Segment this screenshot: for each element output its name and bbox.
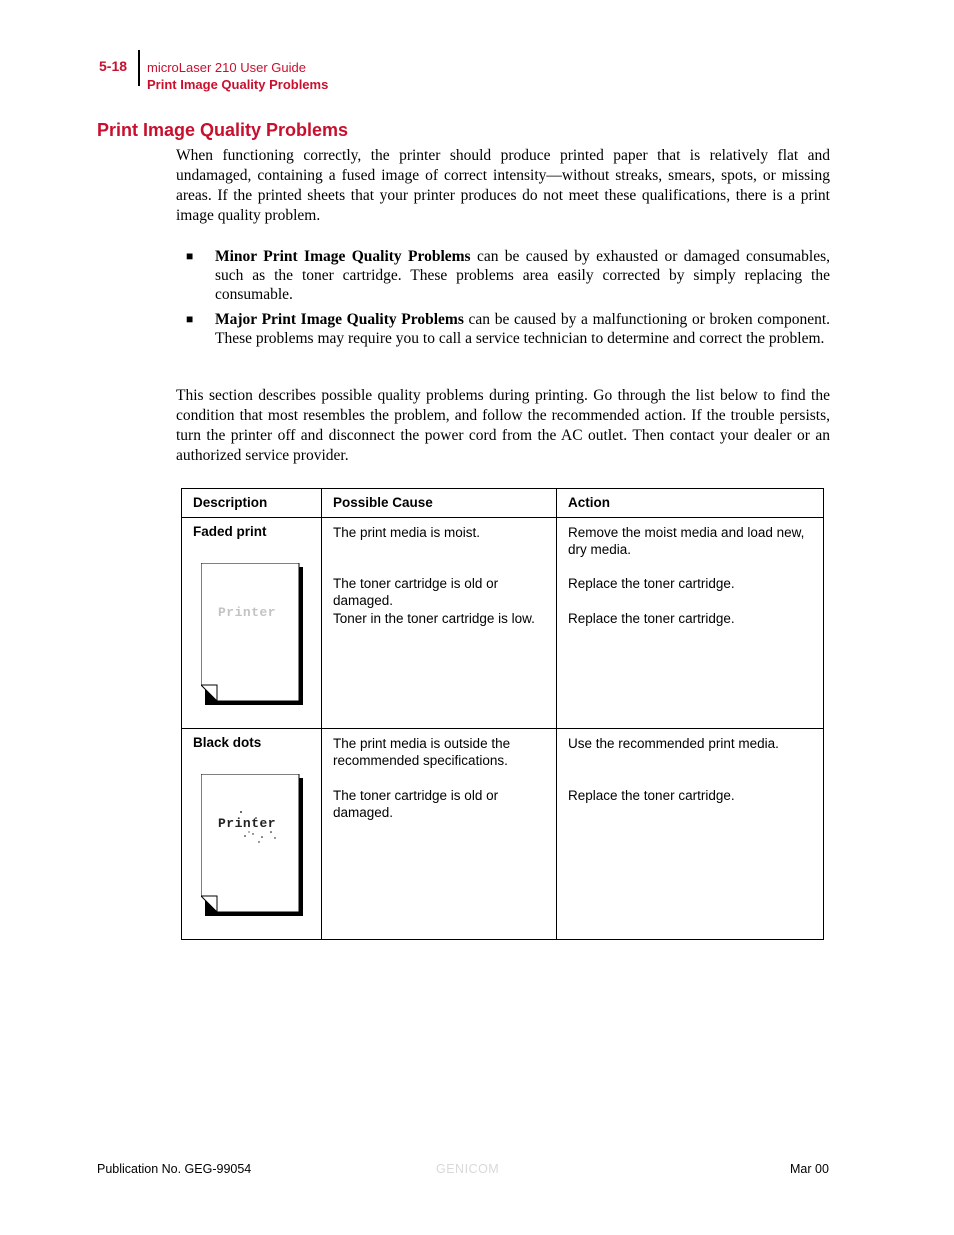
- col-header-cause: Possible Cause: [322, 489, 557, 518]
- problem-name: Black dots: [193, 735, 262, 750]
- cause-text: The print media is moist.: [333, 525, 481, 540]
- action-cell: [557, 518, 824, 729]
- bullet-text: can be caused by exhausted or damaged consumables, such as the toner cartridge. These problems area easily corrected by simply replacing the consumable.: [215, 248, 830, 303]
- description-cell: [182, 518, 322, 729]
- faded-print-sample-icon: [201, 563, 301, 705]
- doc-title: microLaser 210 User Guide: [147, 60, 306, 75]
- bullet-term: Major Print Image Quality Problems: [215, 311, 464, 328]
- quality-problems-table: [181, 488, 824, 940]
- black-dots-sample-icon: [201, 774, 301, 916]
- bullet-square-icon: ■: [186, 249, 194, 263]
- page-number: 5-18: [99, 58, 128, 74]
- table-header-row: [182, 489, 824, 518]
- intro-paragraph: When functioning correctly, the printer should produce printed paper that is relatively flat and undamaged, containing a fused image of correct intensity—without streaks, smears, spots, or missing areas. If the printed sheets that your printer produces do not meet these qualifications, there is a print image quality problem.: [176, 147, 830, 224]
- action-text: Replace the toner cartridge.: [568, 576, 735, 591]
- cause-text: Toner in the toner cartridge is low.: [333, 611, 535, 626]
- cause-text: The print media is outside the recommended specifications.: [333, 736, 511, 768]
- bullet-term: Minor Print Image Quality Problems: [215, 248, 471, 265]
- brand-logo: GENICOM: [436, 1162, 500, 1176]
- col-header-description: Description: [182, 489, 322, 518]
- running-header: [147, 59, 328, 93]
- description-cell: [182, 729, 322, 940]
- list-item: [176, 247, 830, 304]
- col-header-action: Action: [557, 489, 824, 518]
- section-title: Print Image Quality Problems: [97, 120, 349, 140]
- action-text: Use the recommended print media.: [568, 736, 779, 751]
- outro-paragraph: This section describes possible quality problems during printing. Go through the list below to find the condition that most resembles the problem, and follow the recommended action. If the trouble persists, turn the printer off and disconnect the power cord from the AC outlet. Then contact your dealer or an authorized service provider.: [176, 387, 830, 464]
- cause-text: The toner cartridge is old or damaged.: [333, 788, 499, 820]
- sample-text: Printer: [218, 605, 277, 620]
- publication-number: Publication No. GEG-99054: [97, 1162, 252, 1176]
- cause-cell: [322, 518, 557, 729]
- bullet-square-icon: ■: [186, 312, 194, 326]
- sample-text: Printer: [218, 816, 277, 831]
- header-divider: [138, 50, 140, 86]
- publication-date: Mar 00: [790, 1162, 829, 1176]
- action-cell: [557, 729, 824, 940]
- table-row: [182, 518, 824, 729]
- problem-types-list: [176, 247, 830, 354]
- bullet-text: can be caused by a malfunctioning or broken component. These problems may require you to call a service technician to determine and correct the problem.: [215, 311, 830, 347]
- header-section: Print Image Quality Problems: [147, 77, 329, 92]
- cause-cell: [322, 729, 557, 940]
- table-row: [182, 729, 824, 940]
- action-text: Replace the toner cartridge.: [568, 788, 735, 803]
- list-item: [176, 310, 830, 348]
- cause-text: The toner cartridge is old or damaged.: [333, 576, 499, 608]
- action-text: Replace the toner cartridge.: [568, 611, 735, 626]
- problem-name: Faded print: [193, 524, 267, 539]
- action-text: Remove the moist media and load new, dry media.: [568, 525, 805, 557]
